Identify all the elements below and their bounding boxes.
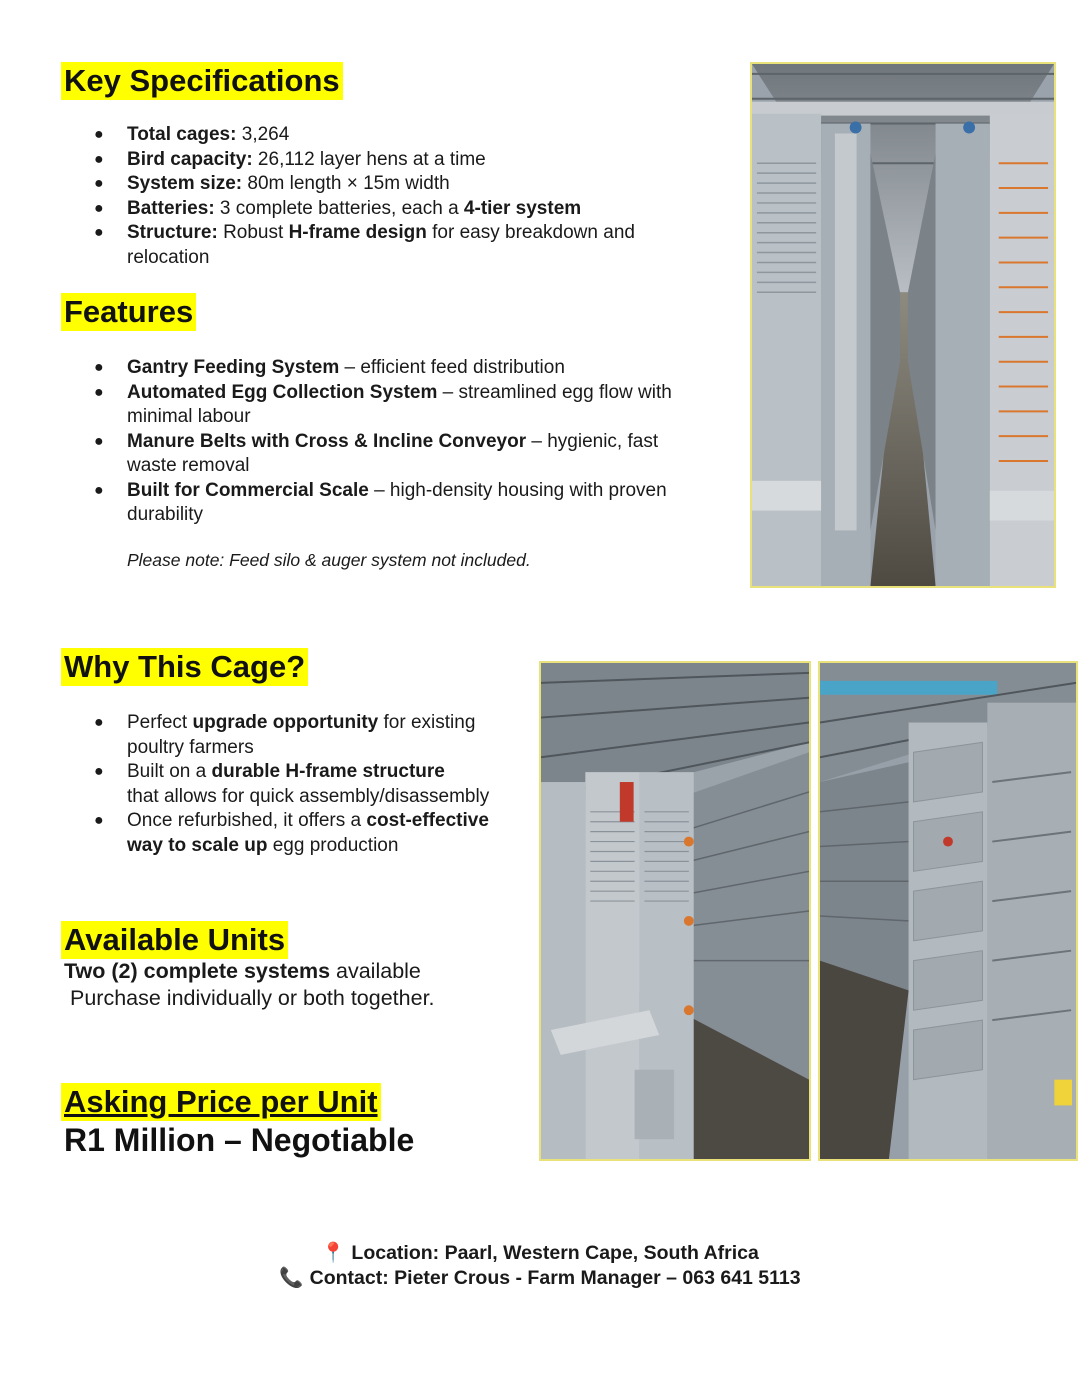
list-item: ● Bird capacity: 26,112 layer hens at a time [64,148,744,173]
asking-price-value: R1 Million – Negotiable [64,1122,415,1158]
list-item: ● Perfect upgrade opportunity for existing poultry farmers [64,711,544,760]
available-units-heading: Available Units [61,921,288,959]
key-specifications-heading: Key Specifications [61,62,343,100]
list-item: ● Structure: Robust H-frame design for easy breakdown and relocation [64,221,744,270]
list-item: ● System size: 80m length × 15m width [64,172,744,197]
why-this-cage-heading: Why This Cage? [61,648,308,686]
list-item: ● Once refurbished, it offers a cost-effective way to scale up egg production [64,809,544,858]
phone-icon: 📞 [279,1267,304,1289]
why-this-cage-list [64,711,544,858]
location-pin-icon: 📍 [321,1242,346,1264]
list-item: ● Automated Egg Collection System – streamlined egg flow with minimal labour [64,381,754,430]
features-heading: Features [61,293,196,331]
list-item: ● Batteries: 3 complete batteries, each a 4-tier system [64,197,744,222]
cage-aisle-photo [750,62,1056,588]
features-list [64,356,754,528]
available-units-text: Two (2) complete systems available Purchase individually or both together. [64,959,435,1010]
list-item: ● Manure Belts with Cross & Incline Conveyor – hygienic, fast waste removal [64,430,754,479]
cage-row-photo-left [539,661,811,1161]
location-line: 📍 Location: Paarl, Western Cape, South Africa [321,1242,759,1264]
contact-line: 📞 Contact: Pieter Crous - Farm Manager – 063 641 5113 [279,1267,801,1289]
feed-silo-note: Please note: Feed silo & auger system not included. [127,550,531,570]
asking-price-heading: Asking Price per Unit [61,1083,381,1121]
list-item: ● Built on a durable H-frame structure that allows for quick assembly/disassembly [64,760,544,809]
list-item: ● Total cages: 3,264 [64,123,744,148]
list-item: ● Built for Commercial Scale – high-density housing with proven durability [64,479,754,528]
list-item: ● Gantry Feeding System – efficient feed distribution [64,356,754,381]
key-specifications-list [64,123,744,270]
cage-row-photo-right [818,661,1078,1161]
